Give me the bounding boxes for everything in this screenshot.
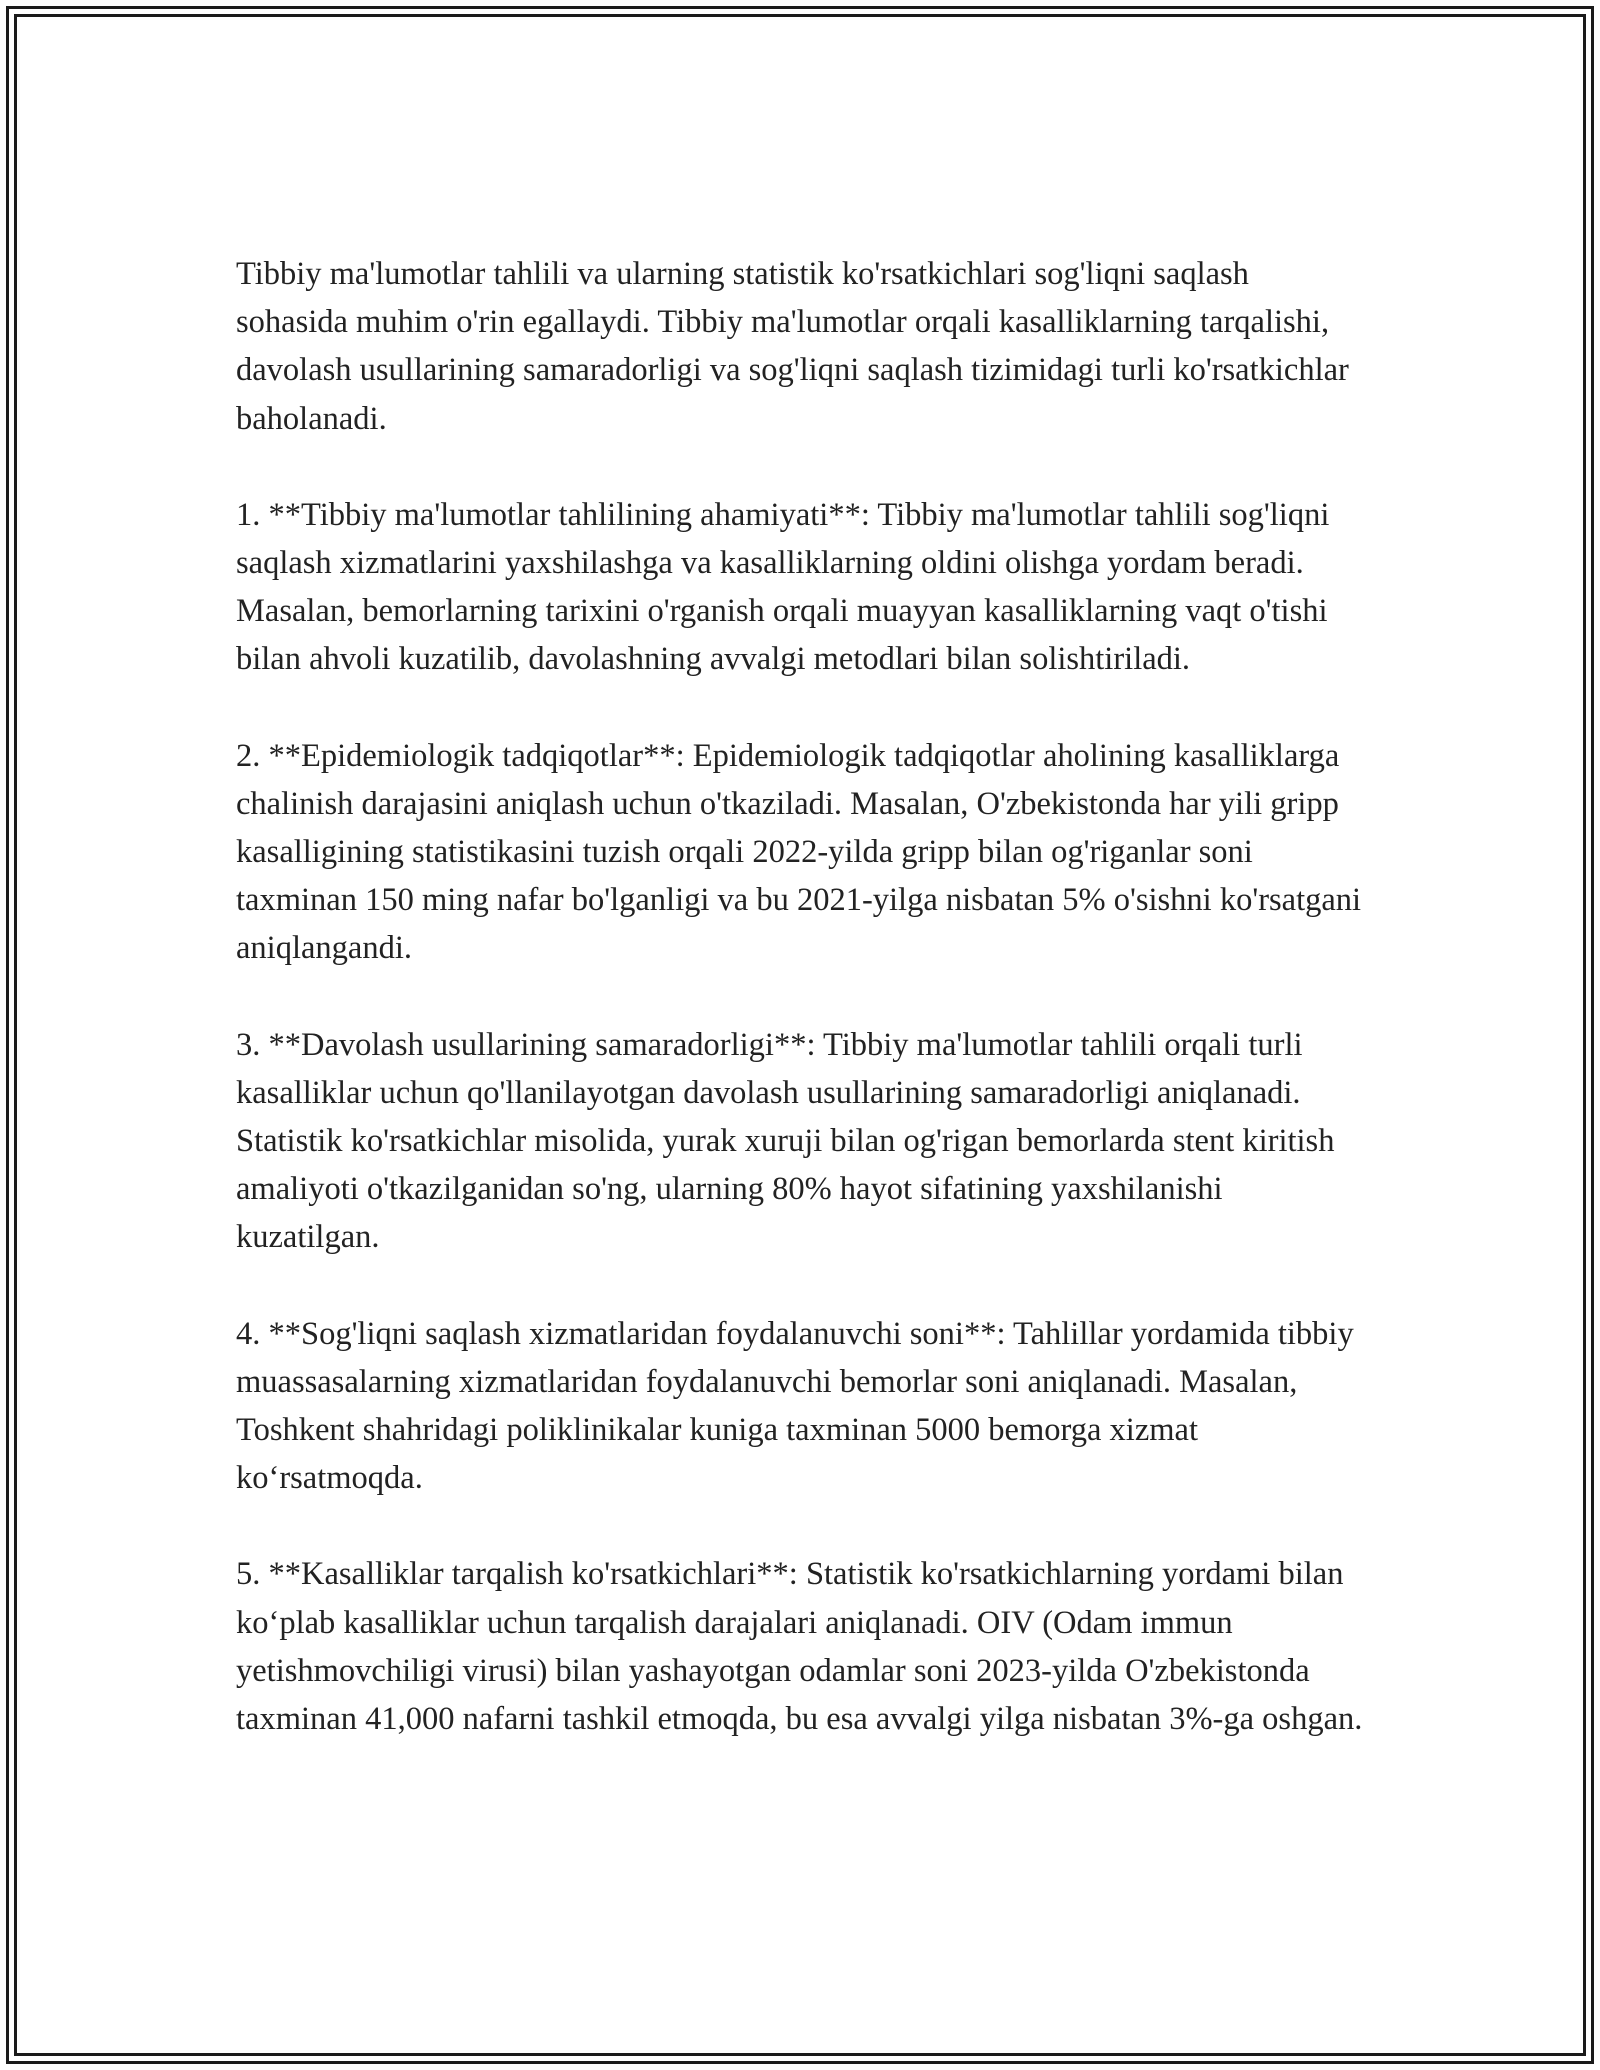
document-body (236, 250, 1366, 1743)
list-item-2: 2. **Epidemiologik tadqiqotlar**: Epidemiologik tadqiqotlar aholining kasalliklarga chalinish darajasini aniqlash uchun o'tkaziladi. Masalan, O'zbekistonda har yili gripp kasalligining statistikasini tuzish orqali 2022-yilda gripp bilan og'riganlar soni taxminan 150 ming nafar bo'lganligi va bu 2021-yilga nisbatan 5% o'sishni ko'rsatgani aniqlangandi. (236, 737, 1362, 967)
list-item-4: 4. **Sog'liqni saqlash xizmatlaridan foydalanuvchi soni**: Tahlillar yordamida tibbiy muassasalarning xizmatlaridan foydalanuvchi bemorlar soni aniqlanadi. Masalan, Toshkent shahridagi poliklinikalar kuniga taxminan 5000 bemorga xizmat ko‘rsatmoqda. (236, 1315, 1354, 1497)
list-item-1: 1. **Tibbiy ma'lumotlar tahlilining ahamiyati**: Tibbiy ma'lumotlar tahlili sog'liqni saqlash xizmatlarini yaxshilashga va kasalliklarning oldini olishga yordam beradi. Masalan, bemorlarning tarixini o'rganish orqali muayyan kasalliklarning vaqt o'tishi bilan ahvoli kuzatilib, davolashning avvalgi metodlari bilan solishtiriladi. (236, 496, 1330, 678)
intro-paragraph: Tibbiy ma'lumotlar tahlili va ularning statistik ko'rsatkichlari sog'liqni saqlash sohasida muhim o'rin egallaydi. Tibbiy ma'lumotlar orqali kasalliklarning tarqalishi, davolash usullarining samaradorligi va sog'liqni saqlash tizimidagi turli ko'rsatkichlar baholanadi. (236, 256, 1349, 437)
list-item-5: 5. **Kasalliklar tarqalish ko'rsatkichlari**: Statistik ko'rsatkichlarning yordami bilan ko‘plab kasalliklar uchun tarqalish darajalari aniqlanadi. OIV (Odam immun yetishmovchiligi virusi) bilan yashayotgan odamlar soni 2023-yilda O'zbekistonda taxminan 41,000 nafarni tashkil etmoqda, bu esa avvalgi yilga nisbatan 3%-ga oshgan. (236, 1556, 1363, 1738)
list-item-3: 3. **Davolash usullarining samaradorligi**: Tibbiy ma'lumotlar tahlili orqali turli kasalliklar uchun qo'llanilayotgan davolash usullarining samaradorligi aniqlanadi. Statistik ko'rsatkichlar misolida, yurak xuruji bilan og'rigan bemorlarda stent kiritish amaliyoti o'tkazilganidan so'ng, ularning 80% hayot sifatining yaxshilanishi kuzatilgan. (236, 1026, 1335, 1256)
